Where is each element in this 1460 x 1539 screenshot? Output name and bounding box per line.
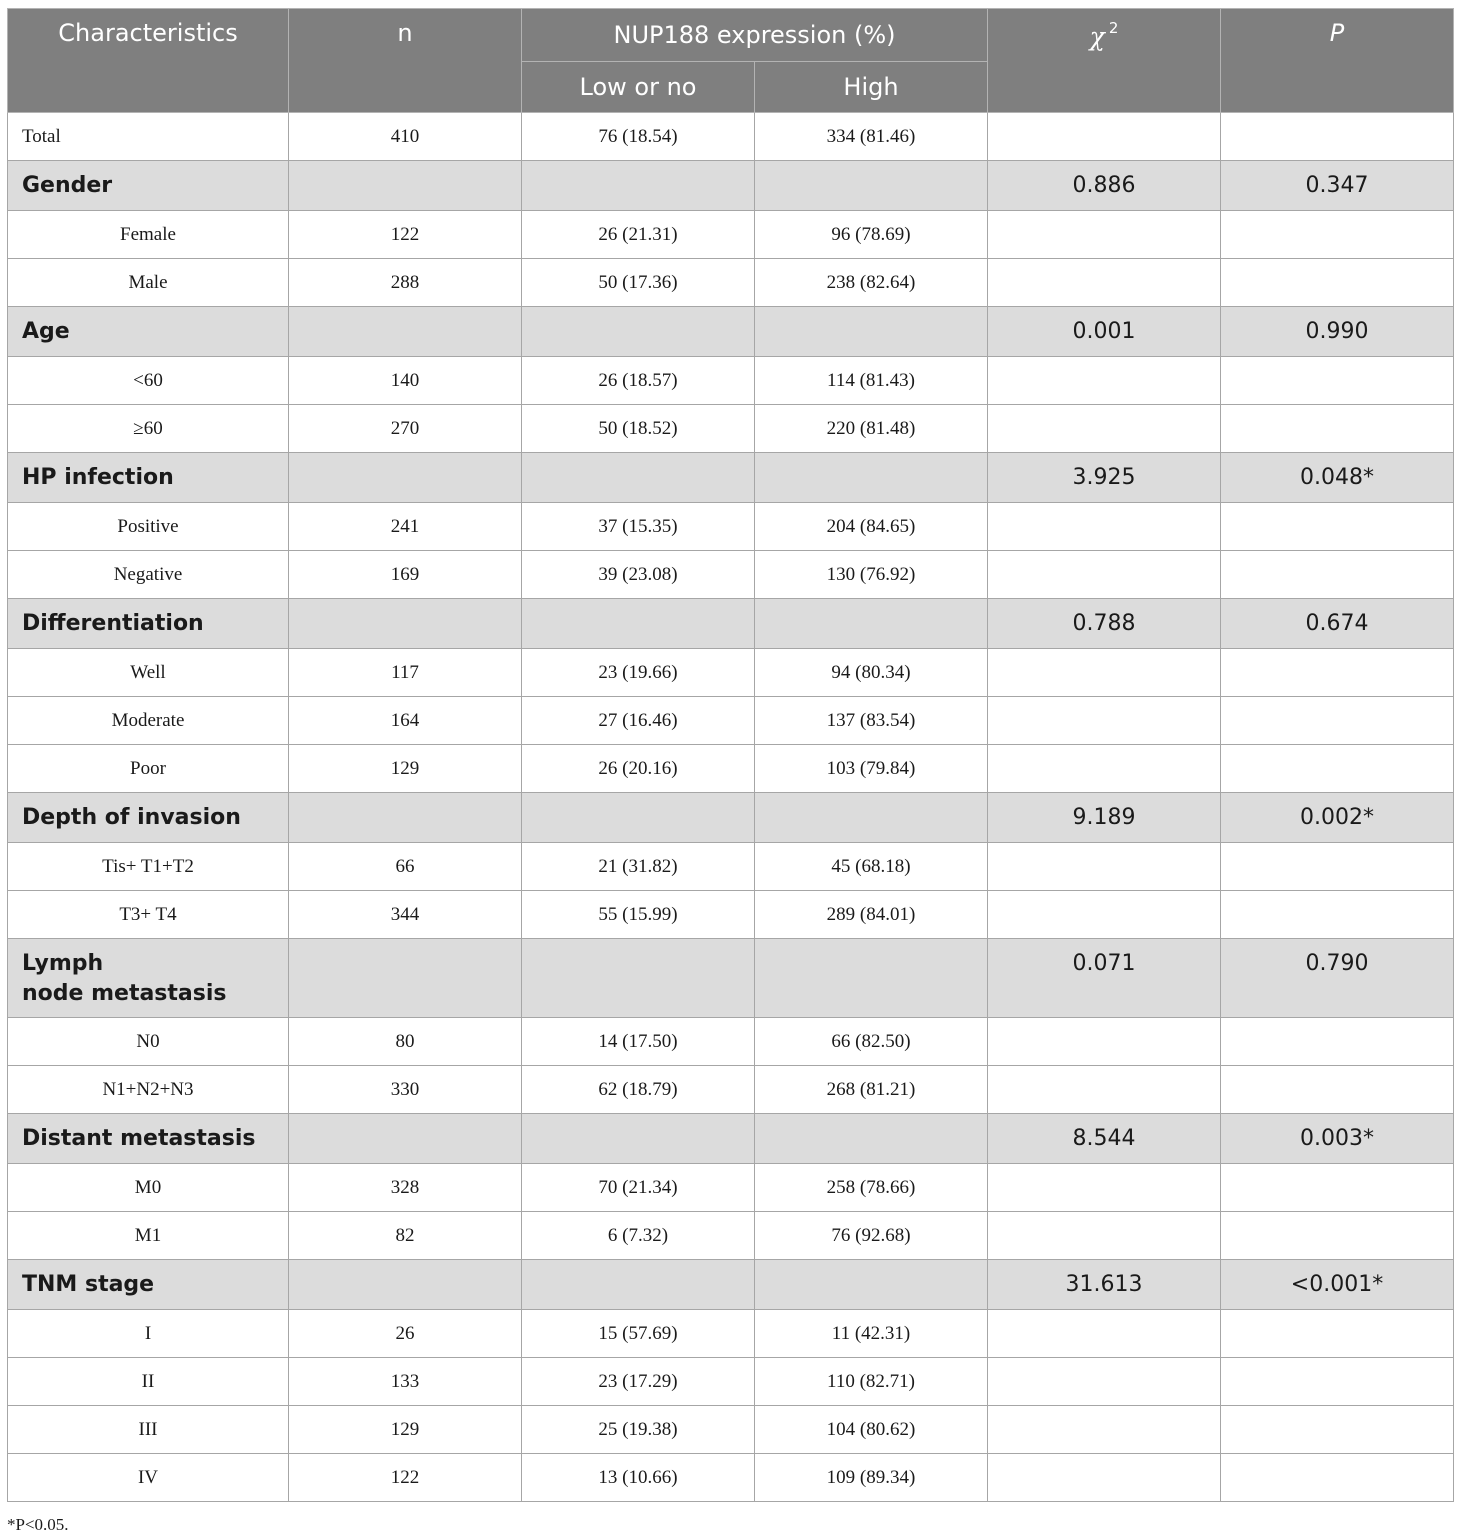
header-p: P <box>1221 9 1454 113</box>
table-row <box>8 891 1454 939</box>
cell-p: 0.002* <box>1221 793 1454 843</box>
cell-p <box>1221 745 1454 793</box>
cell-p: 0.003* <box>1221 1114 1454 1164</box>
cell-p: 0.674 <box>1221 599 1454 649</box>
table-row <box>8 211 1454 259</box>
table-row <box>8 1212 1454 1260</box>
cell-n: 117 <box>289 649 522 697</box>
cell-low: 25 (19.38) <box>522 1406 755 1454</box>
row-label: III <box>8 1406 289 1454</box>
cell-low: 27 (16.46) <box>522 697 755 745</box>
cell-low: 62 (18.79) <box>522 1066 755 1114</box>
cell-chi: 0.071 <box>988 939 1221 1018</box>
cell-low: 23 (17.29) <box>522 1358 755 1406</box>
group-label: Gender <box>8 161 289 211</box>
row-label: <60 <box>8 357 289 405</box>
cell-n <box>289 453 522 503</box>
cell-low <box>522 793 755 843</box>
cell-p: <0.001* <box>1221 1260 1454 1310</box>
cell-n: 122 <box>289 211 522 259</box>
cell-n <box>289 1260 522 1310</box>
cell-high <box>755 1260 988 1310</box>
table-row <box>8 1018 1454 1066</box>
cell-low <box>522 599 755 649</box>
cell-chi <box>988 1018 1221 1066</box>
cell-p <box>1221 891 1454 939</box>
cell-n: 270 <box>289 405 522 453</box>
header-characteristics: Characteristics <box>8 9 289 113</box>
cell-high: 45 (68.18) <box>755 843 988 891</box>
header-chi-square <box>988 9 1221 113</box>
nup188-characteristics-table <box>7 8 1454 1502</box>
cell-low: 26 (18.57) <box>522 357 755 405</box>
cell-chi <box>988 1310 1221 1358</box>
group-row-distant-metastasis <box>8 1114 1454 1164</box>
cell-high <box>755 453 988 503</box>
cell-chi: 9.189 <box>988 793 1221 843</box>
cell-chi <box>988 551 1221 599</box>
cell-high: 94 (80.34) <box>755 649 988 697</box>
table-row-total <box>8 113 1454 161</box>
cell-n: 129 <box>289 745 522 793</box>
cell-high: 11 (42.31) <box>755 1310 988 1358</box>
cell-high <box>755 939 988 1018</box>
cell-n: 129 <box>289 1406 522 1454</box>
cell-chi: 8.544 <box>988 1114 1221 1164</box>
cell-n: 122 <box>289 1454 522 1502</box>
cell-high <box>755 793 988 843</box>
cell-p <box>1221 843 1454 891</box>
cell-high: 258 (78.66) <box>755 1164 988 1212</box>
group-label: HP infection <box>8 453 289 503</box>
cell-low: 23 (19.66) <box>522 649 755 697</box>
cell-p <box>1221 551 1454 599</box>
cell-high: 103 (79.84) <box>755 745 988 793</box>
table-row <box>8 1454 1454 1502</box>
table-row <box>8 649 1454 697</box>
cell-low <box>522 161 755 211</box>
cell-p <box>1221 503 1454 551</box>
header-n: n <box>289 9 522 113</box>
cell-low <box>522 453 755 503</box>
cell-low: 6 (7.32) <box>522 1212 755 1260</box>
cell-p <box>1221 649 1454 697</box>
group-label: Depth of invasion <box>8 793 289 843</box>
cell-n: 410 <box>289 113 522 161</box>
cell-high: 220 (81.48) <box>755 405 988 453</box>
cell-chi <box>988 503 1221 551</box>
cell-chi <box>988 357 1221 405</box>
cell-p <box>1221 1358 1454 1406</box>
cell-p <box>1221 405 1454 453</box>
group-row-lymph-node-metastasis <box>8 939 1454 1018</box>
cell-chi: 0.788 <box>988 599 1221 649</box>
group-row-hp-infection <box>8 453 1454 503</box>
group-label <box>8 939 289 1018</box>
cell-p <box>1221 697 1454 745</box>
cell-chi: 31.613 <box>988 1260 1221 1310</box>
cell-n: 344 <box>289 891 522 939</box>
cell-high: 137 (83.54) <box>755 697 988 745</box>
table-row <box>8 1066 1454 1114</box>
cell-p: 0.790 <box>1221 939 1454 1018</box>
table-row <box>8 551 1454 599</box>
cell-chi <box>988 211 1221 259</box>
cell-p <box>1221 1066 1454 1114</box>
cell-high: 289 (84.01) <box>755 891 988 939</box>
table-row <box>8 405 1454 453</box>
cell-high: 109 (89.34) <box>755 1454 988 1502</box>
cell-high: 66 (82.50) <box>755 1018 988 1066</box>
cell-n <box>289 939 522 1018</box>
group-label-line-2: node metastasis <box>22 981 227 1006</box>
cell-p <box>1221 1310 1454 1358</box>
cell-chi <box>988 1212 1221 1260</box>
group-row-tnm-stage <box>8 1260 1454 1310</box>
cell-low: 76 (18.54) <box>522 113 755 161</box>
cell-high: 110 (82.71) <box>755 1358 988 1406</box>
cell-chi <box>988 405 1221 453</box>
row-label: N1+N2+N3 <box>8 1066 289 1114</box>
cell-n: 133 <box>289 1358 522 1406</box>
cell-n: 26 <box>289 1310 522 1358</box>
cell-chi <box>988 1164 1221 1212</box>
cell-chi <box>988 1066 1221 1114</box>
cell-chi <box>988 649 1221 697</box>
table-row <box>8 1406 1454 1454</box>
cell-n: 328 <box>289 1164 522 1212</box>
cell-high <box>755 1114 988 1164</box>
cell-high: 204 (84.65) <box>755 503 988 551</box>
cell-chi <box>988 843 1221 891</box>
cell-high: 76 (92.68) <box>755 1212 988 1260</box>
table-row <box>8 503 1454 551</box>
cell-low: 14 (17.50) <box>522 1018 755 1066</box>
row-label: Female <box>8 211 289 259</box>
cell-chi <box>988 1358 1221 1406</box>
cell-n <box>289 307 522 357</box>
cell-high <box>755 599 988 649</box>
table-row <box>8 697 1454 745</box>
cell-n: 164 <box>289 697 522 745</box>
row-label: ≥60 <box>8 405 289 453</box>
cell-n: 330 <box>289 1066 522 1114</box>
cell-chi <box>988 113 1221 161</box>
table-footnote: *P<0.05. <box>7 1515 69 1534</box>
header-expression: NUP188 expression (%) <box>522 9 988 62</box>
cell-high: 114 (81.43) <box>755 357 988 405</box>
cell-chi <box>988 891 1221 939</box>
cell-chi <box>988 1406 1221 1454</box>
table-row <box>8 843 1454 891</box>
cell-low <box>522 307 755 357</box>
table-row <box>8 259 1454 307</box>
cell-high: 268 (81.21) <box>755 1066 988 1114</box>
cell-low: 70 (21.34) <box>522 1164 755 1212</box>
row-label: Total <box>8 113 289 161</box>
row-label: M1 <box>8 1212 289 1260</box>
cell-high <box>755 161 988 211</box>
cell-low: 26 (20.16) <box>522 745 755 793</box>
cell-n <box>289 599 522 649</box>
group-label-line-1: Lymph <box>22 951 104 976</box>
chi-symbol: χ <box>1089 22 1105 51</box>
cell-low: 50 (18.52) <box>522 405 755 453</box>
row-label: Positive <box>8 503 289 551</box>
group-label: Distant metastasis <box>8 1114 289 1164</box>
cell-high: 96 (78.69) <box>755 211 988 259</box>
cell-p: 0.990 <box>1221 307 1454 357</box>
cell-p <box>1221 113 1454 161</box>
group-row-differentiation <box>8 599 1454 649</box>
table-row <box>8 1164 1454 1212</box>
cell-chi <box>988 745 1221 793</box>
header-low: Low or no <box>522 62 755 113</box>
cell-chi <box>988 259 1221 307</box>
row-label: IV <box>8 1454 289 1502</box>
cell-p <box>1221 1164 1454 1212</box>
cell-p <box>1221 357 1454 405</box>
cell-n: 241 <box>289 503 522 551</box>
cell-low: 55 (15.99) <box>522 891 755 939</box>
row-label: II <box>8 1358 289 1406</box>
cell-chi <box>988 697 1221 745</box>
cell-chi <box>988 1454 1221 1502</box>
table-row <box>8 1358 1454 1406</box>
group-row-depth-of-invasion <box>8 793 1454 843</box>
cell-n: 140 <box>289 357 522 405</box>
cell-n: 80 <box>289 1018 522 1066</box>
cell-low <box>522 939 755 1018</box>
row-label: T3+ T4 <box>8 891 289 939</box>
table-row <box>8 357 1454 405</box>
cell-low: 39 (23.08) <box>522 551 755 599</box>
cell-low: 50 (17.36) <box>522 259 755 307</box>
row-label: Tis+ T1+T2 <box>8 843 289 891</box>
cell-p <box>1221 1018 1454 1066</box>
row-label: Negative <box>8 551 289 599</box>
cell-n <box>289 1114 522 1164</box>
cell-low: 13 (10.66) <box>522 1454 755 1502</box>
cell-p <box>1221 1212 1454 1260</box>
cell-chi: 0.001 <box>988 307 1221 357</box>
cell-p <box>1221 211 1454 259</box>
row-label: M0 <box>8 1164 289 1212</box>
cell-chi: 0.886 <box>988 161 1221 211</box>
group-row-gender <box>8 161 1454 211</box>
cell-low: 15 (57.69) <box>522 1310 755 1358</box>
table-row <box>8 745 1454 793</box>
cell-low <box>522 1114 755 1164</box>
cell-n: 169 <box>289 551 522 599</box>
cell-high: 130 (76.92) <box>755 551 988 599</box>
cell-chi: 3.925 <box>988 453 1221 503</box>
cell-p: 0.347 <box>1221 161 1454 211</box>
cell-low: 21 (31.82) <box>522 843 755 891</box>
cell-high: 238 (82.64) <box>755 259 988 307</box>
row-label: Poor <box>8 745 289 793</box>
cell-n: 288 <box>289 259 522 307</box>
group-label: Differentiation <box>8 599 289 649</box>
header-high: High <box>755 62 988 113</box>
cell-low <box>522 1260 755 1310</box>
chi-superscript: 2 <box>1108 19 1119 37</box>
cell-p <box>1221 259 1454 307</box>
row-label: Male <box>8 259 289 307</box>
group-label: Age <box>8 307 289 357</box>
cell-high <box>755 307 988 357</box>
cell-low: 37 (15.35) <box>522 503 755 551</box>
cell-high: 334 (81.46) <box>755 113 988 161</box>
row-label: I <box>8 1310 289 1358</box>
row-label: Moderate <box>8 697 289 745</box>
cell-p: 0.048* <box>1221 453 1454 503</box>
cell-n: 82 <box>289 1212 522 1260</box>
cell-n: 66 <box>289 843 522 891</box>
cell-p <box>1221 1406 1454 1454</box>
table-row <box>8 1310 1454 1358</box>
cell-low: 26 (21.31) <box>522 211 755 259</box>
group-row-age <box>8 307 1454 357</box>
group-label: TNM stage <box>8 1260 289 1310</box>
cell-p <box>1221 1454 1454 1502</box>
row-label: N0 <box>8 1018 289 1066</box>
row-label: Well <box>8 649 289 697</box>
cell-n <box>289 161 522 211</box>
cell-n <box>289 793 522 843</box>
cell-high: 104 (80.62) <box>755 1406 988 1454</box>
